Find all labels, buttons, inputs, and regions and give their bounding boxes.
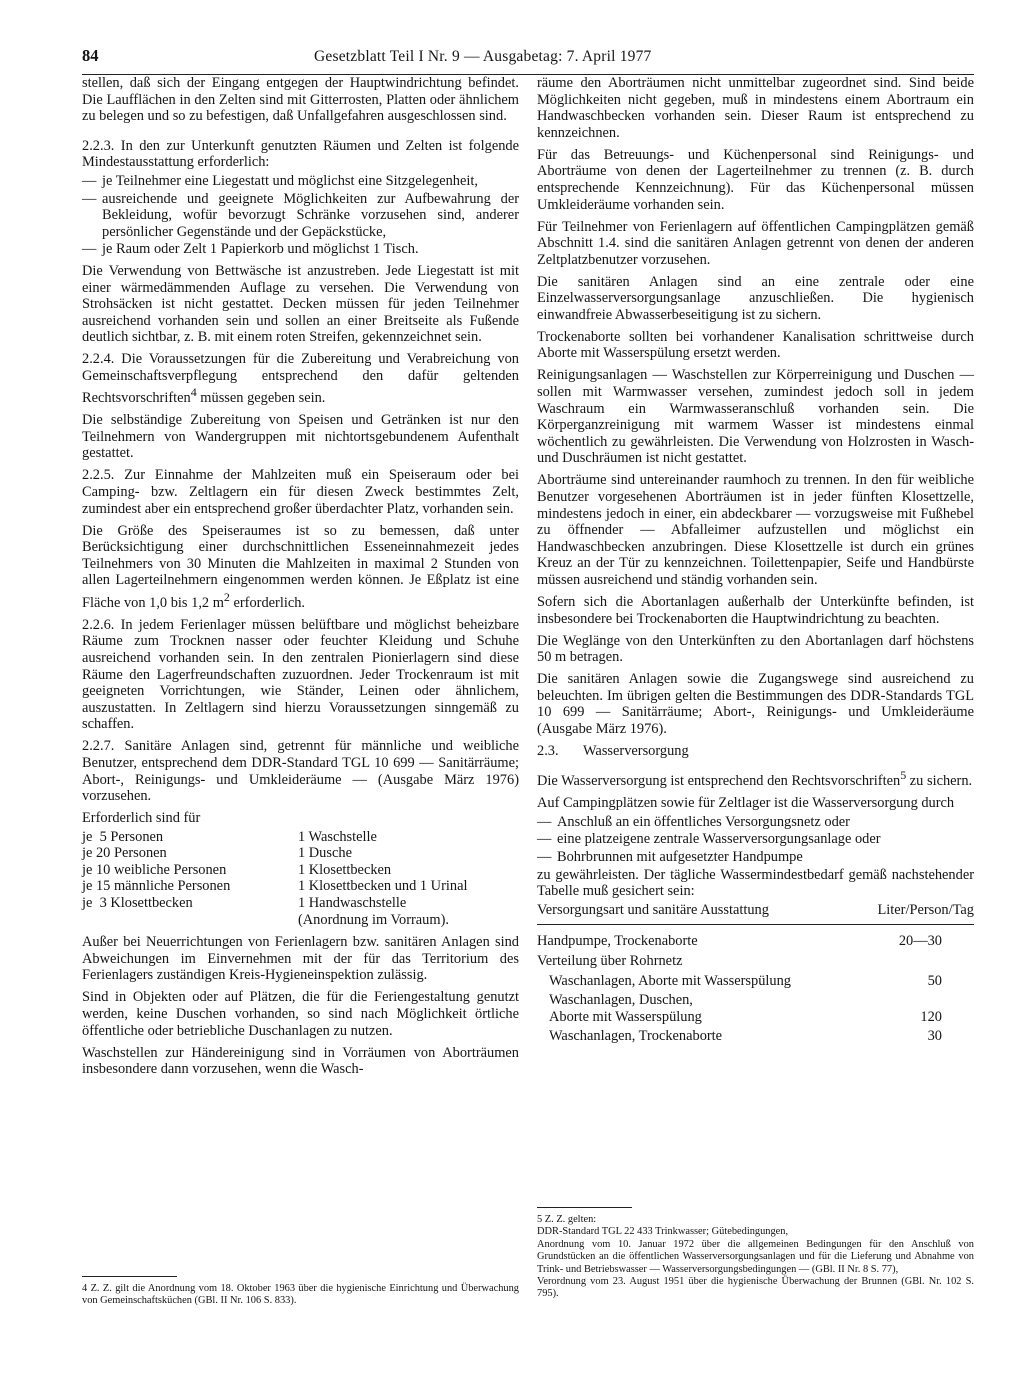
paragraph: Aborträume sind untereinander raumhoch zu trennen. In den für weibliche Benutzer vorgesehenen Aborträumen ist in jeder fünften Klosettzelle, mindestens jedoch in einer, ein abdeckbarer — vorzugsweise mit Fußhebel zu öffnender — Abfalleimer aufzustellen und möglichst ein Handwaschbecken anzubringen. Diese Klosettzelle ist durch ein grünes Kreuz an der Tür zu kennzeichnen. Toilettenpapier, Seife und Handbürste müssen ausreichend und ständig vorhanden sein.: [537, 472, 974, 588]
req-value: 1 Waschstelle: [298, 828, 377, 845]
row-label: Waschanlagen, Aborte mit Wasserspülung: [549, 972, 792, 989]
footnote: DDR-Standard TGL 22 433 Trinkwasser; Gütebedingungen,: [537, 1226, 789, 1238]
paragraph: Auf Campingplätzen sowie für Zeltlager ist die Wasserversorgung durch: [537, 795, 955, 812]
list-item: [82, 173, 519, 190]
gazette-title: Gesetzblatt Teil I Nr. 9 — Ausgabetag: 7. April 1977: [314, 48, 652, 65]
section-heading: [537, 743, 974, 760]
requirements-right: [298, 829, 519, 929]
left-column: [82, 75, 519, 1083]
req-item: je 10 weibliche Personen: [82, 861, 227, 878]
footnote-rule: [537, 1207, 632, 1208]
table-row: [537, 992, 974, 1025]
section-2-2-7: 2.2.7. Sanitäre Anlagen sind, getrennt für männliche und weibliche Benutzer, entsprechend dem DDR-Standard TGL 10 699 — Sanitärräume; Abort-, Reinigungs- und Umkleideräume — (Ausgabe März 1976) vorzusehen.: [82, 738, 519, 805]
req-value: 1 Handwaschstelle: [298, 895, 407, 912]
section-number: 2.3.: [537, 742, 559, 759]
row-label: Waschanlagen, Trockenaborte: [549, 1028, 723, 1045]
footnote: Anordnung vom 10. Januar 1972 über die allgemeinen Bedingungen für den Anschluß von Grundstücken an die öffentlichen Wasserversorgungsanlagen und für die Lieferung und Abnahme von Trink- und Betriebswasser — Wasserversorgungsbedingungen — (GBl. II Nr. 8 S. 77),: [537, 1238, 974, 1275]
row-value: 30: [927, 1028, 942, 1045]
paragraph: Die sanitären Anlagen sowie die Zugangswege sind ausreichend zu beleuchten. Im übrigen gelten die Bestimmungen des DDR-Standards TGL 10 699 — Sanitärräume; Abort-, Reinigungs- und Umkleideräume (Ausgabe März 1976).: [537, 671, 974, 737]
req-value: 1 Klosettbecken: [298, 861, 392, 878]
paragraph: zu gewährleisten. Der tägliche Wassermindestbedarf gemäß nachstehender Tabelle muß gesichert sein:: [537, 866, 974, 900]
paragraph: Die Weglänge von den Unterkünften zu den Abortanlagen darf höchstens 50 m betragen.: [537, 632, 974, 666]
paragraph: Die sanitären Anlagen sind an eine zentrale oder eine Einzelwasserversorgungsanlage anzuschließen. Die hygienisch einwandfreie Abwasserbeseitigung ist zu sichern.: [537, 273, 974, 323]
req-item: je 5 Personen: [82, 828, 164, 845]
list-item-text: eine platzeigene zentrale Wasserversorgungsanlage oder: [557, 831, 881, 848]
paragraph: stellen, daß sich der Eingang entgegen der Hauptwindrichtung befindet. Die Laufflächen in den Zelten sind mit Gitterrosten, Platten oder ähnlichem zu belegen und so zu befestigen, daß Unfallgefahren ausgeschlossen sind.: [82, 75, 519, 125]
footnote: 4 Z. Z. gilt die Anordnung vom 18. Oktober 1963 über die hygienische Einrichtung und Überwachung von Gemeinschaftsküchen (GBl. II Nr. 106 S. 833).: [82, 1283, 519, 1307]
req-value: (Anordnung im Vorraum).: [298, 911, 449, 928]
section-2-2-6: 2.2.6. In jedem Ferienlager müssen belüftbare und möglichst beheizbare Räume zum Trocknen nasser oder feuchter Kleidung und Schuhe ausreichend vorhanden sein. In den zentralen Pionierlagern sind diese Räume den Lagerfreundschaften zuzuordnen. Jeder Trockenraum ist mit geeigneten Vorrichtungen, wie Ständer, Leinen oder ähnlichem, auszustatten. In Zeltlagern sind hierzu Voraussetzungen sinngemäß zu schaffen.: [82, 616, 519, 733]
paragraph: räume den Aborträumen nicht unmittelbar zugeordnet sind. Sind beide Möglichkeiten nicht gegeben, muß in mindestens einem Abortraum ein Handwaschbecken vorhanden sein. Dieser Raum ist entsprechend zu kennzeichnen.: [537, 75, 974, 141]
table-row: [537, 953, 974, 970]
table-row: [537, 933, 974, 950]
page-header: [82, 48, 974, 72]
column-header: Versorgungsart und sanitäre Ausstattung: [537, 901, 769, 918]
paragraph: Außer bei Neuerrichtungen von Ferienlagern bzw. sanitären Anlagen sind Abweichungen im Einvernehmen mit der für das Territorium des Ferienlagers zuständigen Kreis-Hygieneinspektion zulässig.: [82, 934, 519, 984]
list-item: [537, 831, 974, 848]
footnote: Verordnung vom 23. August 1951 über die hygienische Überwachung der Brunnen (GBl. Nr. 102 S. 795).: [537, 1276, 974, 1300]
right-footnotes: [537, 1207, 974, 1301]
list-item: [537, 814, 974, 831]
row-value: 120: [920, 1008, 942, 1025]
footnote-ref: 4: [190, 385, 197, 400]
requirements-intro: Erforderlich sind für: [82, 810, 201, 827]
list-item-text: Bohrbrunnen mit aufgesetzter Handpumpe: [557, 849, 803, 866]
text-columns: [82, 75, 974, 1083]
row-label: Handpumpe, Trockenaborte: [537, 933, 698, 950]
footnote-ref: 5: [900, 768, 907, 783]
list-item-text: je Teilnehmer eine Liegestatt und möglichst eine Sitzgelegenheit,: [102, 172, 478, 189]
paragraph: Sofern sich die Abortanlagen außerhalb der Unterkünfte befinden, ist insbesondere bei Trockenaborten die Hauptwindrichtung zu beachten.: [537, 593, 974, 627]
paragraph: Die selbständige Zubereitung von Speisen und Getränken ist nur den Teilnehmern von Wandergruppen mit nichtortsgebundenem Aufenthalt gestattet.: [82, 412, 519, 462]
water-demand-table: [537, 902, 974, 1045]
table-row: [537, 973, 974, 990]
list-item-text: je Raum oder Zelt 1 Papierkorb und möglichst 1 Tisch.: [102, 241, 419, 258]
list-item: [82, 191, 519, 241]
section-2-2-5: 2.2.5. Zur Einnahme der Mahlzeiten muß ein Speiseraum oder bei Camping- bzw. Zeltlagern ein für diesen Zweck bestimmtes Zelt, zumindest aber ein entsprechend großer überdachter Platz, vorhanden sein.: [82, 467, 519, 517]
dash-bullet: —: [82, 241, 97, 258]
table-header: [537, 902, 974, 926]
requirements-table: [82, 829, 519, 929]
superscript: 2: [223, 589, 230, 604]
req-item: je 20 Personen: [82, 845, 167, 862]
dash-bullet: —: [82, 190, 97, 207]
req-item: je 3 Klosettbecken: [82, 895, 193, 912]
dash-bullet: —: [537, 813, 552, 830]
row-value: 20—30: [898, 933, 942, 950]
paragraph: Trockenaborte sollten bei vorhandener Kanalisation schrittweise durch Aborte mit Wasserspülung ersetzt werden.: [537, 328, 974, 362]
column-header: Liter/Person/Tag: [877, 901, 974, 918]
list-item: [82, 241, 519, 258]
paragraph: Die Größe des Speiseraumes ist so zu bemessen, daß unter Berücksichtigung einer durchschnittlichen Esseneinnahmezeit jedes Teilnehmers von 30 Minuten die Mahlzeiten in maximal 2 Stunden von allen Lagerteilnehmern eingenommen werden können. Je Eßplatz ist eine Fläche von 1,0 bis 1,2 $m^2$ erforderlich.: [82, 522, 519, 611]
paragraph: Reinigungsanlagen — Waschstellen zur Körperreinigung und Duschen — sollen mit Warmwasser versehen, zumindest jedoch soll in jedem Waschraum ein Warmwasseranschluß vorhanden sein. Die Körperganzreinigung mit warmem Wasser ist mindestens einmal wöchentlich zu gewährleisten. Die Verwendung von Holzrosten in Wasch- und Duschräumen ist nicht gestattet.: [537, 367, 974, 467]
section-2-2-3: 2.2.3. In den zur Unterkunft genutzten Räumen und Zelten ist folgende Mindestausstattung erforderlich:: [82, 137, 519, 171]
section-title: Wasserversorgung: [583, 742, 689, 759]
footnote: 5 Z. Z. gelten:: [537, 1214, 597, 1225]
footnote-rule: [82, 1276, 177, 1277]
paragraph: Die Wasserversorgung ist entsprechend den Rechtsvorschriften$^5$ zu sichern.: [537, 768, 973, 790]
paragraph: Waschstellen zur Händereinigung sind in Vorräumen von Aborträumen insbesondere dann vorzusehen, wenn die Wasch-: [82, 1044, 519, 1078]
req-item: je 15 männliche Personen: [82, 878, 231, 895]
paragraph: Sind in Objekten oder auf Plätzen, die für die Feriengestaltung genutzt werden, keine Duschen vorhanden, so sind nach Möglichkeit örtliche öffentliche oder betriebliche Duschanlagen zu nutzen.: [82, 989, 519, 1039]
dash-bullet: —: [537, 831, 552, 848]
paragraph: Für das Betreuungs- und Küchenpersonal sind Reinigungs- und Aborträume von denen der Lagerteilnehmer zu trennen (z. B. durch entsprechende Kennzeichnung). Für das Küchenpersonal müssen Umkleideräume vorhanden sein.: [537, 146, 974, 213]
req-value: 1 Klosettbecken und 1 Urinal: [298, 878, 468, 895]
row-value: 50: [927, 972, 942, 989]
row-label: Waschanlagen, Duschen, Aborte mit Wasserspülung: [549, 992, 702, 1025]
left-footnotes: [82, 1276, 519, 1308]
row-label: Verteilung über Rohrnetz: [537, 953, 683, 969]
table-row: [537, 1028, 974, 1045]
dash-bullet: —: [82, 172, 97, 189]
section-2-2-4: 2.2.4. Die Voraussetzungen für die Zubereitung und Verabreichung von Gemeinschaftsverpflegung entsprechend den dafür geltenden Rechtsvorschriften$^4$ müssen gegeben sein.: [82, 351, 519, 407]
paragraph: Für Teilnehmer von Ferienlagern auf öffentlichen Campingplätzen gemäß Abschnitt 1.4. sind die sanitären Anlagen getrennt von denen der anderen Zeltplatzbenutzer vorzusehen.: [537, 218, 974, 268]
list-item-text: Anschluß an ein öffentliches Versorgungsnetz oder: [557, 813, 850, 830]
row-value: [872, 953, 974, 970]
list-item-text: ausreichende und geeignete Möglichkeiten zur Aufbewahrung der Bekleidung, wofür bevorzugt Schränke vorzusehen sind, anderer persönlicher Gegenstände und der Gepäckstücke,: [102, 190, 519, 240]
dash-bullet: —: [537, 849, 552, 866]
requirements-left: [82, 829, 298, 929]
req-value: 1 Dusche: [298, 845, 352, 862]
paragraph: Die Verwendung von Bettwäsche ist anzustreben. Jede Liegestatt ist mit einer wärmedämmenden Auflage zu versehen. Die Verwendung von Strohsäcken ist nicht gestattet. Decken müssen für jeden Teilnehmer ausreichend vorhanden sein und sollen an einer Breitseite als Fußende deutlich sichtbar, z. B. mit einem roten Streifen, gekennzeichnet sein.: [82, 262, 519, 346]
list-item: [537, 849, 974, 866]
page-number: 84: [82, 46, 99, 65]
right-column: [537, 75, 974, 1083]
